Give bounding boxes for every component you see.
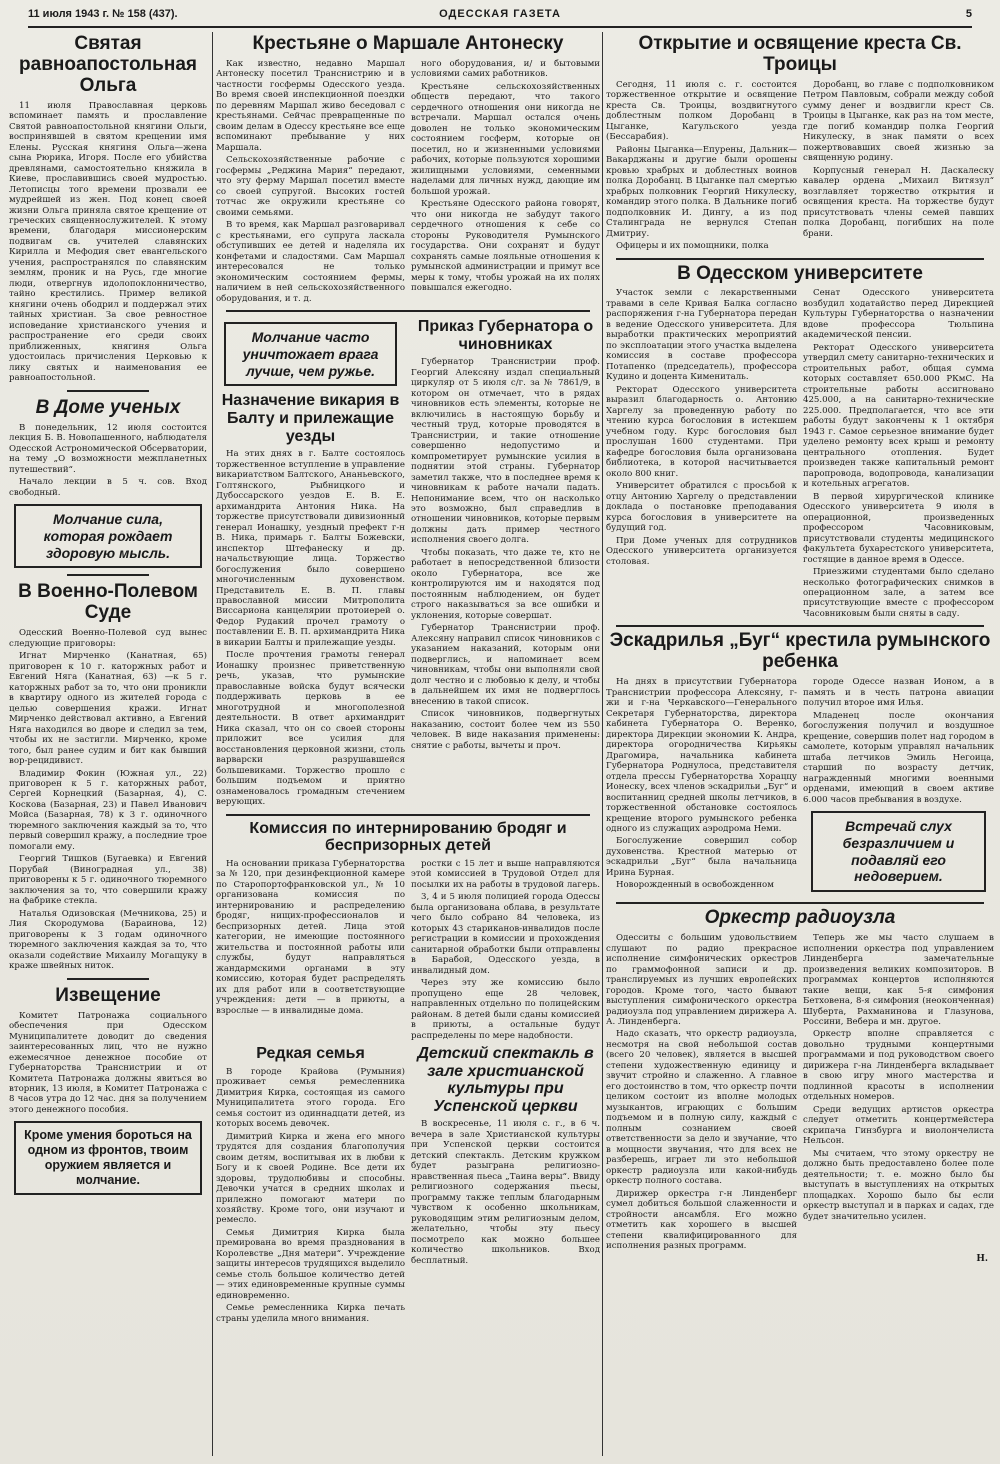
paragraph: Семье ремесленника Кирка печать страны уделила много внимания. <box>216 1303 405 1324</box>
article-commission <box>216 820 600 1043</box>
paragraph: Среди ведущих артистов оркестра следует отметить концертмейстера скрипача Гинзбурга и виолончелиста Нельсон. <box>803 1104 994 1147</box>
paragraph: В то время, как Маршал разговаривал с крестьянами, его супруга ласкала обступивших ее детей и наделяла их конфетами и сладостями. Сам Маршал интересовался не только экономическим состоянием фермы, наличием в ней сельскохозяйственного оборудования, и т. д. <box>216 220 405 304</box>
divider <box>616 258 984 260</box>
paragraph: Надо сказать, что оркестр радиоузла, несмотря на свой небольшой состав (всего 20 человек), является в высшей степени художественную единицу и звучит стройно и слаженно. А главное его достоинство в том, что оркестр почти целиком состоит из вполне молодых музыкантов, играющих с большим подъемом и в полную силу, каждый с полным сознанием своей ответственности за дело и звучание, что в мощности звучания, что для всех не разберешь, играет ли это небольшой оркестр радиоузла или какой-нибудь оркестр полного состава. <box>606 1029 797 1187</box>
body <box>606 288 797 621</box>
paragraph: Комитет Патронажа социального обеспечения при Одесском Муниципалитете доводит до сведения заинтересованных лиц, что не нужно ежемесячное денежное пособие от Губернаторства Транснистрии и от Комитета Патронажа должны явиться во вторник, 13 июля, в Комитет Патронажа с 8 часов утра до 12 час. дня за получением этого денежного пособия. <box>9 1010 207 1115</box>
paragraph: Георгий Тишков (Бугаевка) и Евгений Порубай (Виноградная ул., 38) приговорены к 5 г. одиночного тюремного заключения за то, что совершили кражу на фабрике стекла. <box>9 854 207 907</box>
article-governor <box>411 318 600 751</box>
body <box>216 59 405 306</box>
paragraph: ростки с 15 лет и выше направляются этой комиссией в Трудовой Отдел для посылки их на работы в трудовой лагерь. <box>411 858 600 890</box>
paragraph: Районы Цыганка—Епурены, Дальник—Вакарджаны и другие были орошены кровью храбрых и доблестных воинов полка Доробанц. В Цыганке пал смертью храбрых полковник Георгий Никулеску, командир этого полка. В Дальнике погиб подполковник И. Дингу, а из под Сталинграда не вернулся Степан Дмитриу. <box>606 144 797 239</box>
issue-date: 11 июля 1943 г. № 158 (437). <box>28 8 178 20</box>
paragraph: Игнат Мирченко (Канатная, 65) приговорен к 10 г. каторжных работ и Евгений Няга (Канатная, 63) —к 5 г. каторжных работ за то, что они проникли в квартиру одного из жителей города с целью совершения кражи. Игнат Мирченко действовал активно, а Евгений Няга находился во дворе и следил за тем, чтобы их не застигли. Мирченко, кроме того, был ранее судим и бит как бывший вор-рецидивист. <box>9 651 207 767</box>
paragraph: Ректорат Одесского университета утвердил смету санитарно-технических и строительных работ, общая сумма которых составляет 650.000 РКмС. На строительные работы ассигновано 425.000, а на санитарно-технические 225.000. Предполагается, что все эти работы будут закончены к 1 октября 1943 г. Самое серьезное внимание будет уделено ремонту всех крыш и ремонту центрального отопления. Будет произведен также капитальный ремонт паропровода, водопровода, канализации и котельных агрегатов. <box>803 342 994 490</box>
body <box>9 628 207 972</box>
body <box>216 1067 405 1325</box>
paragraph: В воскресенье, 11 июля с. г., в 6 ч. вечера в зале Христианской культуры при Успенской церкви состоится детский спектакль. Детским кружком будет разыграна религиозно-нравственная пьеса „Таина веры“. Ввиду религиозного содержания пьесы, программу также теплым благодарным чувством к особенно школьникам, руководящим этим религиозным делом, желательно, чтобы эту пьесу посмотрело как можно большее количество школьников. Вход бесплатный. <box>411 1119 600 1266</box>
column-rule <box>602 32 603 1456</box>
paragraph: В первой хирургической клинике Одесского университета 9 июля в операционной, произведенных профессором Часовниковым, присутствовали студенты медицинского факультета бухарестского университета, гостящие в данное время в Одессе. <box>803 491 994 565</box>
masthead <box>28 8 972 28</box>
divider <box>67 978 149 980</box>
body <box>606 677 797 898</box>
paragraph: Начало лекции в 5 ч. сов. Вход свободный. <box>9 477 207 498</box>
paragraph: Одесский Военно-Полевой суд вынес следующие приговоры: <box>9 628 207 649</box>
article-olga <box>6 34 210 384</box>
paragraph: Наталья Одизовская (Мечникова, 25) и Лия Скородумова (Бараинова, 12) приговорены к 3 годам одиночного тюремного заключения каждая за то, что оказали содействие Михаилу Могащуку в краже швейных ниток. <box>9 908 207 972</box>
body <box>9 101 207 384</box>
paragraph: Офицеры и их помощники, полка <box>616 241 769 252</box>
paragraph: 3, 4 и 5 июля полицией города Одессы была организована облава, в результате чего было собрано 84 человека, из которых 43 стариканов-инвалидов после регистрации в комиссии и прохождения санитарной обработки были отправлены в Барабой, Одесского уезда, в инвалидный дом. <box>411 892 600 976</box>
divider <box>67 574 149 576</box>
article-cross <box>606 34 994 254</box>
headline: Приказ Губернатора о чиновниках <box>417 318 594 353</box>
paragraph: Оркестр вполне справляется с довольно трудными концертными программами и под руководством своего дирижера г-на Линденберга вкладывает в свою игру много мастерства и подлинной красоты в исполнении отдельных номеров. <box>803 1029 994 1103</box>
paragraph: ного оборудования, и/ и бытовыми условиями самих работников. <box>411 58 600 80</box>
headline: Святая равноапостольная Ольга <box>19 33 197 96</box>
article-children <box>411 1045 600 1266</box>
body <box>803 933 994 1254</box>
article-vicar <box>216 392 405 807</box>
paragraph: Одесситы с большим удовольствием слушают по радио прекрасное исполнение симфонических оркестров по граммофонной записи и др. транслируемых из лучших европейских городов. Кроме того, часто бывают выступления симфонического оркестра радиоузла под управлением дирижера А. А. Линденберга. <box>606 933 797 1027</box>
paragraph: Теперь же мы часто слушаем в исполнении оркестра под управлением Линденберга замечательные произведения великих композиторов. В программах концертов исполняются такие вещи, как 5-я симфония Бетховена, 8-я симфония (неоконченная) Шуберта, Рахманинова и Глазунова, Россини, Вебера и мн. другое. <box>803 933 994 1027</box>
body <box>9 423 207 498</box>
paragraph: Ректорат Одесского университета выразил благодарность о. Антонию Харгелу за проведенную работу по чтению курса богословия в истекшем учебном году. Курс богословия был прослушан 1600 студентами. При кафедре богословия была организована библиотека, в которой насчитывается около 800 книг. <box>606 384 797 479</box>
paragraph: Семья Димитрия Кирка была премирована во время празднования в Королевстве „Дня матери“. Учреждение защиты интересов трудящихся выделило семье столь большое количество детей — этих единовременные крупные суммы единовременно. <box>216 1227 405 1301</box>
headline: В Доме ученых <box>35 396 181 418</box>
paper-title: ОДЕССКАЯ ГАЗЕТА <box>439 8 561 20</box>
paragraph: Крестьяне сельскохозяйственных обществ передают, что такого сердечного отношения они никогда не встречали. Маршал остался очень доволен не только экономическим состоянием госферм, которые он посетил, но и жизненными условиями рабочих, которые пользуются хорошими жилищными условиями, семенными наделами для личных нужд, дающие им большой урожай. <box>411 81 600 197</box>
body <box>216 449 405 807</box>
body <box>9 1011 207 1116</box>
divider <box>67 390 149 392</box>
body <box>411 1119 600 1266</box>
article-scientists <box>6 398 210 498</box>
paragraph: Крестьяне Одесского района говорят, что они никогда не забудут такого сердечного отношения к себе со стороны Руководителя Румынского государства. Они сохранят и будут сохранять самые лояльные отношения к румынской администрации и примут все меры к тому, чтобы урожай на их полях повышался ежегодно. <box>411 199 600 294</box>
paragraph: городе Одессе назван Ионом, а в память и в честь патрона авиации получил второе имя Илья. <box>803 677 994 709</box>
paragraph: На днях в присутствии Губернатора Транснистрии профессора Алексяну, г-жи и г-на Черкавского—Генерального Секретаря Губернаторства, директора кабинета Губернатора О. Веренко, директора Дирекции экономии К. Андра, директора огородничества Кирьякы Драгомира, начальника кабинета Губернатора Роднулоса, представителя отдела прессы Губернаторства Хораццу Ионеску, всех членов эскадрильи „Буг“ и воспитанниц средней школы летчиков, в торжественной обстановке состоялось крещение второго румынского ребенка одного из служащих аэродрома Неми. <box>606 677 797 834</box>
paragraph: После прочтения грамоты генерал Ионашку произнес приветственную речь, указав, что румынские православные войска будут всячески поддерживать церковь в ее многотрудной и многополезной деятельности. В ответ архимандрит Ника сказал, что он со своей стороны приложит все усилия для восстановления церковной жизни, столь варварски разрушавшейся большевиками. Торжество прошло с большим подъемом и приятно ознаменовалось громадным стечением верующих. <box>216 650 405 808</box>
body <box>803 80 994 254</box>
paragraph: Приезжими студентами было сделано несколько фотографических снимков в операционном зале, а затем все присутствующие вместе с профессором Часовниковым были сняты в саду. <box>803 567 994 619</box>
paragraph: Корпусный генерал Н. Даскалеску кавалер ордена „Михаил Витязул“ возглавляет торжество открытия и освящения креста. На торжестве будут присутствовать члены семей павших полка Доробанц, погибших на поле брани. <box>803 165 994 239</box>
page-number: 5 <box>965 8 972 20</box>
slogan-box: Встречай слух безразличием и подавляй его недоверием. <box>811 811 986 892</box>
paragraph: Новорожденный в освобожденном <box>616 880 774 891</box>
paragraph: Димитрий Кирка и жена его много трудятся для создания благополучия своим детям, воспитывая их в любви к Богу и к своей Родине. Все дети их здоровы, трудолюбивы и способны. Девочки учатся в средних школах и прилежно помогают матери по хозяйству. Кроме того, они изучают и ремесло. <box>216 1131 405 1226</box>
headline: Открытие и освящение креста Св. Троицы <box>638 33 962 75</box>
body <box>803 288 994 621</box>
paragraph: Губернатор Транснистрии проф. Георгий Алексяну издал специальный циркуляр от 5 июля с/г. за № 7861/9, в котором он отмечает, что в рядах чиновников есть элементы, которые не включились в настоящую борьбу и честный труд, которые проводятся в Транснистрии, и такие отношение совершенно недопустимо и компрометирует румынские усилия в поднятии этой страны. Губернатор заметил также, что в последнее время к чиновникам к работе начали падать. Непонимание всем, что он насколько это возможно, был справедлив в отношении чиновников, которые первым должны дать пример честного исполнения своего долга. <box>411 357 600 546</box>
column-right <box>606 32 994 1456</box>
headline: Назначение викария в Балту и прилежащие уезды <box>221 392 400 445</box>
headline: Извещение <box>55 984 161 1006</box>
paragraph: В понедельник, 12 июля состоится лекция Б. В. Новопашенного, наблюдателя Одесской Астрономической Обсерватории, на тему „О возможности межпланетных путешествий“. <box>9 422 207 475</box>
slogan-box: Молчание часто уничтожает врага лучше, чем ружье. <box>224 322 397 386</box>
paragraph: Список чиновников, подвергнутых наказанию, состоит более чем из 550 человек. В виде наказания применены: снятие с работы, вычеты и проч. <box>411 709 600 751</box>
paragraph: Сегодня, 11 июля с. г. состоится торжественное открытие и освящение креста Св. Троицы, воздвигнутого доблестным полком Доробанц в Цыганке, Кагульского уезда (Бессарабия). <box>606 79 797 143</box>
article-notice <box>6 986 210 1116</box>
paragraph: При Доме ученых для сотрудников Одесского университета организуется столовая. <box>606 535 797 567</box>
paragraph: Сенат Одесского университета возбудил ходатайство перед Дирекцией Культуры Губернаторства о назначении вдове профессора Тюльпина академической пенсии. <box>803 288 994 341</box>
headline: Эскадрилья „Буг“ крестила румынского ребенка <box>609 630 991 673</box>
paragraph: Чтобы показать, что даже те, кто не работает в непосредственной близости около Губернатора, все же контролируются им и находятся под постоянным наблюдением, он будет строго наказываться за все ошибки и уклонения, которые совершат. <box>411 547 600 621</box>
column-middle <box>216 32 600 1456</box>
paragraph: На этих днях в г. Балте состоялось торжественное вступление в управление викариатством Балтского, Ананьевского, Голтянского, Рыбницкого и Дубоссарского уездов Е. В. Е. архимандрита Антония Ника. На торжестве присутствовали дивизионный генерал Ионашку, уездный префект г-н В. Ника, примарь г. Балты Божевски, инспектор Штефанеску и др. начальствующие лица. Торжество богослужения было совершено многочисленным духовенством. Представитель Е. В. П. главы православной миссии Митрополита Виссариона канцелярии протоиерей о. Федор Рудакий прочел грамоту о поставлении Е. В. П. архимандрита Ника в викарии Балты и прилежащие уезды. <box>216 449 405 648</box>
paragraph: В городе Крайова (Румыния) проживает семья ремесленника Димитрия Кирка, состоящая из самого Муниципалитета этого города. Его семья состоит из одиннадцати детей, из которых восемь девочек. <box>216 1066 405 1130</box>
body <box>606 80 797 254</box>
body <box>803 677 994 805</box>
column-left <box>6 32 210 1456</box>
headline: Детский спектакль в зале христианской культуры при Успенской церкви <box>417 1045 594 1115</box>
slogan-box: Молчание сила, которая рождает здоровую мысль. <box>14 504 202 568</box>
body <box>216 859 405 1043</box>
paragraph: Младенец после окончания богослужения получил и воздушное крещение, совершив полет над городом в самолете, которым управлял начальник штаба летчиков Эмиль Негоица, старший по возрасту детчик, награжденный многими военными орденами, имеющий в своем активе 6.000 часов пребывания в воздухе. <box>803 710 994 805</box>
article-university <box>606 264 994 622</box>
paragraph: Губернатор Транснистрии проф. Алексяну направил список чиновников с указанием наказаний, которым они подверглись, и напоминает всем чиновникам, чтобы они выполняли свой долг честно и с любовью к делу, и чтобы в дальнейшем их имя не подверглось внесению в такой список. <box>411 623 600 707</box>
article-bug <box>606 631 994 898</box>
slogan-box: Кроме умения бороться на одном из фронтов, твоим оружием является и молчание. <box>14 1121 202 1195</box>
headline: Крестьяне о Маршале Антонеску <box>252 33 564 54</box>
paragraph: Сельскохозяйственные рабочие с госфермы „Реджина Мария“ передают, что эту ферму Маршал посетил вместе со своей супругой. Высоких гостей тотчас же окружили крестьяне со своими семьями. <box>216 155 405 218</box>
author-signature: Н. <box>976 1253 988 1264</box>
article-orchestra <box>606 908 994 1263</box>
article-court <box>6 582 210 971</box>
headline: Комиссия по интернированию бродяг и беспризорных детей <box>249 819 567 855</box>
column-rule <box>212 32 213 1456</box>
body <box>411 357 600 751</box>
body <box>411 859 600 1043</box>
headline: В Военно-Полевом Суде <box>18 581 198 624</box>
divider <box>226 310 590 312</box>
body <box>606 933 797 1254</box>
paragraph: Богослужение совершил собор духовенства. Крестной матерью от эскадрильи „Буг“ была начальница Ирина Бурная. <box>606 836 797 878</box>
paragraph: Университет обратился с просьбой к отцу Антонию Харгелу о представлении доклада о постановке преподавания курса богословия в университете на будущий год. <box>606 481 797 534</box>
article-peasants <box>216 34 600 306</box>
paragraph: Участок земли с лекарственными травами в селе Кривая Балка согласно распоряжения г-на Губернатора передан в ведение Одесского университета. Для выработки практических мероприятий по эксплоатации этого участка выделена комиссия в составе профессора Потапенко (председатель), профессора Кудино и доцента Кимениталь. <box>606 288 797 383</box>
paragraph: Владимир Фокин (Южная ул., 22) приговорен к 5 г. каторжных работ, Сергей Корнецкий (Базарная, 4), С. Коскова (Базарная, 23) и Павел Иванович Мойса (Базарная, 78) к 3 г. одиночного тюремного заключения каждый за то, что первый совершил кражу, а последние трое помогали ему. <box>9 768 207 852</box>
headline: Редкая семья <box>256 1045 365 1063</box>
paragraph: 11 июля Православная церковь вспоминает память и прославление Святой равноапостольной княгини Ольги, воспринявшей в святом крещении имя Елены. Русская княгиня Ольга—жена сына Рюрика, Игоря. После его убийства древлянами, самостоятельно княжила в Киеве, прославившись своей мудростью. Летописцы того времени прозвали ее мудрейшей из жен. Под конец своей жизни Ольга приняла святое крещение от греческих священнослужителей. К этому времени, благодаря миссионерским подвигам св. учителей славянских Кирилла и Мефодия свет евангельского учения, распространялся по славянским землям, проник и на Русь, где многие люди, отвергнув идолопоклонничество, тайно крестились. Пример великой княгини очень ободрил и поддержал этих тайных христиан. За свое ревностное исповедание христианского учения и распространение его среди своих приближенных, княгиня Ольга удостоилась причисления Церковью к лику святых и наименования ее равноапостольной. <box>9 100 207 384</box>
paragraph: Дирижер оркестра г-н Линденберг сумел добиться большой слаженности и стройности ансамбля. Его можно отметить как хорошего в высшей степени квалифицированного для исполнения разных программ. <box>606 1188 797 1252</box>
headline: Оркестр радиоузла <box>704 907 896 929</box>
paragraph: На основании приказа Губернаторства за № 120, при дезинфекционной камере по Старопортофранковской ул., № 10 организована комиссия по интернированию и распределению бродяг, нищих-профессионалов и беспризорных детей. Лица этой категории, не имеющие постоянного жительства и постоянной работы или службы, будут направляться жандармскими органами в эту комиссию, которая будет распределять их для работ или в соответствующие учреждения: дети — в приюты, а взрослые — в инвалидные дома. <box>216 858 405 1016</box>
headline: В Одесском университете <box>677 262 923 284</box>
article-family <box>216 1045 405 1324</box>
divider <box>616 902 984 904</box>
paragraph: Доробанц, во главе с подполковником Петром Павловым, собрали между собой сумму денег и воздвигли крест Св. Троицы в Цыганке, как раз на том месте, где погиб командир полка Георгий Никулеску, в знак памяти о всех пожертвовавших своей жизнью за священную родину. <box>803 79 994 164</box>
divider <box>616 625 984 627</box>
paragraph: Как известно, недавно Маршал Антонеску посетил Транснистрию и в частности госфермы Одесского уезда. Во время своей инспекционной поездки по деревням Маршал живо беседовал с крестьянами. Сейчас превращенные по своим делам в Одессу крестьяне все еще вспоминают пребывание у них Маршала. <box>216 58 405 153</box>
divider <box>226 814 590 816</box>
body <box>411 59 600 306</box>
paragraph: Через эту же комиссию было пропущено еще 28 человек, направленных отдельно по полицейским районам. 8 детей были сданы комиссией в приюты, а остальные будут распределены по мере надобности. <box>411 978 600 1041</box>
paragraph: Мы считаем, что этому оркестру не должно быть предоставлено более поле деятельности; т. е. можно было бы выступать в выступлениях на открытых площадках. Хорошо было бы если оркестр выступал и в парках и садах, где будет значительно усилен. <box>803 1148 994 1222</box>
